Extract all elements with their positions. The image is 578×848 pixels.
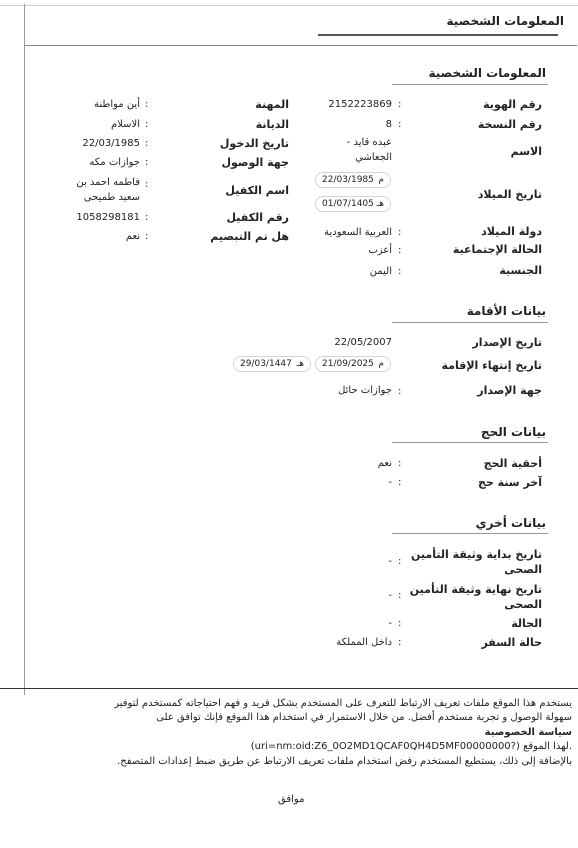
issue-date-value: 22/05/2007 <box>334 337 392 348</box>
insurance-start-label-line2: الصحى <box>504 563 542 576</box>
nationality-label: الجنسية <box>499 264 542 277</box>
name-label: الاسم <box>510 145 542 158</box>
insurance-end-label-line2: الصحى <box>504 598 542 611</box>
colon: : <box>398 618 402 629</box>
status-value: - <box>388 618 392 629</box>
colon: : <box>398 386 402 397</box>
expiry-gregorian-date <box>315 356 391 372</box>
hajj-eligibility-value: نعم <box>377 458 392 469</box>
issue-date-label: تاريخ الإصدار <box>472 336 542 349</box>
last-hajj-value: - <box>388 477 392 488</box>
sponsor-name-value-line2: سعيد طميحى <box>83 192 140 203</box>
fingerprint-value: نعم <box>125 231 140 242</box>
fingerprint-label: هل تم التبصيم <box>210 230 289 243</box>
header-divider <box>24 45 577 46</box>
last-hajj-label: آخر سنة حج <box>477 476 542 489</box>
hijri-marker: هـ <box>296 359 304 369</box>
colon: : <box>398 245 402 256</box>
colon: : <box>145 212 149 223</box>
travel-status-label: حالة السفر <box>481 636 542 649</box>
section-divider <box>392 533 548 534</box>
colon: : <box>145 157 149 168</box>
birth-hijri-value: 01/07/1405 <box>322 199 374 209</box>
hajj-eligibility-label: أحقية الحج <box>483 457 542 470</box>
sponsor-id-label: رقم الكفيل <box>226 211 289 224</box>
cookie-text-line5: بالإضافة إلى ذلك، يستطيع المستخدم رفض استخدام ملفات تعريف الارتباط عن طريق ضبط إعدادات المتصفح. <box>117 756 572 767</box>
sponsor-id-value: 1058298181 <box>76 212 140 223</box>
id-label: رقم الهوية <box>483 98 542 111</box>
status-label: الحالة <box>511 617 542 630</box>
birth-gregorian-value: 22/03/1985 <box>322 175 374 185</box>
expiry-hijri-value: 29/03/1447 <box>240 359 292 369</box>
colon: : <box>145 231 149 242</box>
birth-date-label: تاريخ الميلاد <box>477 188 542 201</box>
page-title: المعلومات الشخصية <box>446 14 564 28</box>
insurance-end-label-line1: تاريخ نهاية وثيقة التأمين <box>409 583 542 596</box>
entry-date-label: تاريخ الدخول <box>219 137 289 150</box>
section-divider <box>392 84 548 85</box>
issuing-authority-value: جوازات حائل <box>338 385 392 396</box>
colon: : <box>398 227 402 238</box>
colon: : <box>398 637 402 648</box>
colon: : <box>398 477 402 488</box>
colon: : <box>145 99 149 110</box>
expiry-date-label: تاريخ إنتهاء الإقامة <box>441 359 542 372</box>
birth-hijri-date <box>315 196 391 212</box>
colon: : <box>145 119 149 130</box>
section-divider <box>392 322 548 323</box>
sponsor-name-value-line1: فاطمه احمد بن <box>76 177 140 188</box>
section-title-residence: بيانات الأقامة <box>466 304 546 318</box>
arrival-port-label: جهة الوصول <box>221 156 289 169</box>
id-value: 2152223869 <box>328 99 392 110</box>
sponsor-name-label: اسم الكفيل <box>225 184 289 197</box>
insurance-start-label-line1: تاريخ بداية وثيقة التأمين <box>411 548 542 561</box>
travel-status-value: داخل المملكة <box>336 637 392 648</box>
religion-label: الديانة <box>255 118 289 131</box>
name-value-line2: الجعاشي <box>355 152 392 163</box>
marital-label: الحالة الإجتماعية <box>452 243 542 256</box>
arrival-port-value: جوازات مكه <box>89 157 140 168</box>
entry-date-value: 22/03/1985 <box>82 138 140 149</box>
cookie-text-line2: سهولة الوصول و تجربة مستخدم أفضل. من خلال الاستمرار في استخدام هذا الموقع فإنك توافق على <box>156 712 572 723</box>
birth-country-value: العربية السعودية <box>324 227 392 238</box>
colon: : <box>398 458 402 469</box>
birth-country-label: دولة الميلاد <box>481 225 542 238</box>
copy-value: 8 <box>385 119 392 130</box>
marital-value: أعزب <box>368 245 392 256</box>
expiry-hijri-date <box>233 356 311 372</box>
section-title-personal: المعلومات الشخصية <box>428 66 546 80</box>
cookie-banner-divider <box>0 688 578 689</box>
job-label: المهنة <box>255 98 289 111</box>
name-value-line1: عبده قايد - <box>346 137 392 148</box>
accept-cookies-button[interactable]: موافق <box>278 794 305 805</box>
insurance-end-value: - <box>388 590 392 601</box>
gregorian-marker: م <box>378 359 384 369</box>
colon: : <box>398 590 402 601</box>
birth-gregorian-date <box>315 172 391 188</box>
nationality-value: اليمن <box>369 266 392 277</box>
hijri-marker: هـ <box>376 199 384 209</box>
privacy-policy-link[interactable]: سياسة الخصوصية <box>484 727 572 738</box>
cookie-text-line1: يستخدم هذا الموقع ملفات تعريف الارتباط للتعرف على المستخدم بشكل فريد و فهم احتياجاته كمستخدم لتوفير <box>114 698 572 709</box>
cookie-text-line4: (uri=nm:oid:Z6_0O2MD1QCAF0QH4D5MF00000000?) لهذا الموقع. <box>250 741 572 752</box>
religion-value: الاسلام <box>110 119 140 130</box>
section-title-hajj: بيانات الحج <box>480 425 546 439</box>
colon: : <box>398 266 402 277</box>
colon: : <box>145 138 149 149</box>
colon: : <box>145 179 149 190</box>
colon: : <box>398 99 402 110</box>
title-underline <box>318 34 558 36</box>
colon: : <box>398 119 402 130</box>
section-divider <box>392 442 548 443</box>
insurance-start-value: - <box>388 556 392 567</box>
section-title-other: بيانات أخري <box>475 516 546 530</box>
issuing-authority-label: جهة الإصدار <box>477 384 542 397</box>
copy-label: رقم النسخة <box>477 118 542 131</box>
job-value: أين مواطنة <box>94 99 140 110</box>
expiry-gregorian-value: 21/09/2025 <box>322 359 374 369</box>
colon: : <box>398 556 402 567</box>
gregorian-marker: م <box>378 175 384 185</box>
